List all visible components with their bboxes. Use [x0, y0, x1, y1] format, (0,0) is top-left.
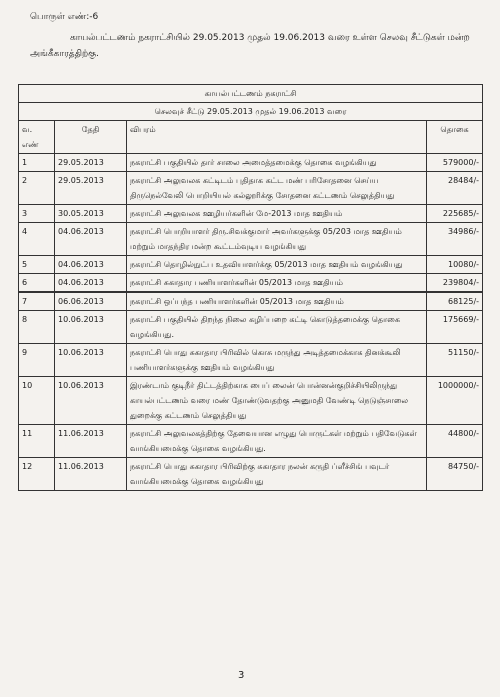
table-row: [19, 311, 483, 344]
table-row: [19, 292, 483, 311]
table-row: [19, 256, 483, 274]
page-number: 3: [238, 670, 245, 681]
row-date: 10.06.2013: [55, 344, 127, 377]
table-row: [19, 274, 483, 293]
row-date: 10.06.2013: [55, 311, 127, 344]
row-amount: 579000/-: [427, 154, 483, 172]
table-title: காயல்பட்டணம் நகராட்சி: [19, 85, 483, 103]
row-description: நகராட்சி பொது சுகாதார பிரிவில் கொசு மருந்து அடித்தமைக்காக தினக்கூலி பணியாளர்களுக்கு ஊதியம் வழங்கியது: [127, 344, 427, 377]
row-description: நகராட்சி பொறியாளர் திரு.சிவக்குமார் அவர்களுக்கு 05/203 மாத ஊதியம் மற்றும் மாதந்திர மன்ற கூட்டம்வுடிய வழங்கியது: [127, 223, 427, 256]
subject-line: பொருள் எண்:-6: [30, 12, 99, 22]
row-date: 29.05.2013: [55, 154, 127, 172]
row-sno: 5: [19, 256, 55, 274]
table-row: [19, 377, 483, 425]
row-description: நகராட்சி தொழில்நுட்ப உதவியாளர்க்கு 05/2013 மாத ஊதியம் வழங்கியது: [127, 256, 427, 274]
row-date: 10.06.2013: [55, 377, 127, 425]
header-sno: வ. எண்: [19, 121, 55, 154]
row-amount: 51150/-: [427, 344, 483, 377]
row-description: நகராட்சி பகுதியில் திறந்த நிலை கழிப்பறை கட்டி கொடுத்தமைக்கு தொகை வழங்கியது.: [127, 311, 427, 344]
row-sno: 8: [19, 311, 55, 344]
row-description: நகராட்சி பொது சுகாதார பிரிவிற்கு சுகாதார நலன் கருதி ப்ளீச்சிங் பவுடர் வாங்கியமைக்கு தொகை வழங்கியது: [127, 458, 427, 491]
table-row: [19, 223, 483, 256]
row-sno: 12: [19, 458, 55, 491]
row-date: 04.06.2013: [55, 256, 127, 274]
row-description: நகராட்சி ஒப்பந்த பணியாளர்களின் 05/2013 மாத ஊதியம்: [127, 292, 427, 311]
table-row: [19, 154, 483, 172]
row-description: நகராட்சி அலுவலக ஊழியர்களின் மே-2013 மாத ஊதியம்: [127, 205, 427, 223]
table-row: [19, 344, 483, 377]
row-sno: 9: [19, 344, 55, 377]
header-amount: தொகை: [427, 121, 483, 154]
row-sno: 1: [19, 154, 55, 172]
row-amount: 34986/-: [427, 223, 483, 256]
row-sno: 7: [19, 292, 55, 311]
table-row: [19, 172, 483, 205]
row-sno: 11: [19, 425, 55, 458]
row-date: 04.06.2013: [55, 223, 127, 256]
row-description: நகராட்சி அலுவலக கட்டிடம் புதிதாக கட்ட மண் பரிசோதனை செய்ய திருநெல்வேலி பொறியியல் கல்லூரிக்கு சோதனை கட்டணம் செலுத்தியது: [127, 172, 427, 205]
row-description: இரண்டாம் குடிநீர் திட்டத்திற்காக பைப் லைன் பொன்னன்குறிச்சியிலிருந்து காயல்பட்டணம் வரை மண் தோண்டுவதற்கு அனுமதி வேண்டி நெடுஞ்சாலை துறைக்கு கட்டணம் செலுத்தியது: [127, 377, 427, 425]
row-date: 06.06.2013: [55, 292, 127, 311]
row-sno: 6: [19, 274, 55, 293]
table-row: [19, 425, 483, 458]
intro-paragraph: காயல்பட்டணம் நகராட்சியில் 29.05.2013 முதல் 19.06.2013 வரை உள்ள செலவு சீட்டுகள் மன்ற அங்கீகாரத்திற்கு.: [30, 33, 470, 59]
row-sno: 10: [19, 377, 55, 425]
header-description: விபரம்: [127, 121, 427, 154]
row-amount: 68125/-: [427, 292, 483, 311]
table-row: [19, 458, 483, 491]
row-amount: 10080/-: [427, 256, 483, 274]
table-subtitle: செலவுச் சீட்டு 29.05.2013 முதல் 19.06.2013 வரை: [19, 103, 483, 121]
table-row: [19, 205, 483, 223]
row-amount: 175669/-: [427, 311, 483, 344]
row-amount: 84750/-: [427, 458, 483, 491]
row-description: நகராட்சி சுகாதார பணியாளர்களின் 05/2013 மாத ஊதியம்: [127, 274, 427, 293]
row-description: நகராட்சி பகுதியில் தார் சாலை அமைத்தமைக்கு தொகை வழங்கியது: [127, 154, 427, 172]
row-date: 04.06.2013: [55, 274, 127, 293]
row-sno: 2: [19, 172, 55, 205]
expense-table: [18, 84, 483, 491]
row-sno: 4: [19, 223, 55, 256]
row-amount: 225685/-: [427, 205, 483, 223]
row-description: நகராட்சி அலுவலகத்திற்கு தேவையான எழுது பொருட்கள் மற்றும் பதிவேடுகள் வாங்கியமைக்கு தொகை வழங்கியது.: [127, 425, 427, 458]
row-amount: 28484/-: [427, 172, 483, 205]
row-sno: 3: [19, 205, 55, 223]
row-amount: 44800/-: [427, 425, 483, 458]
row-amount: 239804/-: [427, 274, 483, 293]
row-date: 11.06.2013: [55, 458, 127, 491]
header-date: தேதி: [55, 121, 127, 154]
row-amount: 1000000/-: [427, 377, 483, 425]
row-date: 30.05.2013: [55, 205, 127, 223]
row-date: 11.06.2013: [55, 425, 127, 458]
row-date: 29.05.2013: [55, 172, 127, 205]
